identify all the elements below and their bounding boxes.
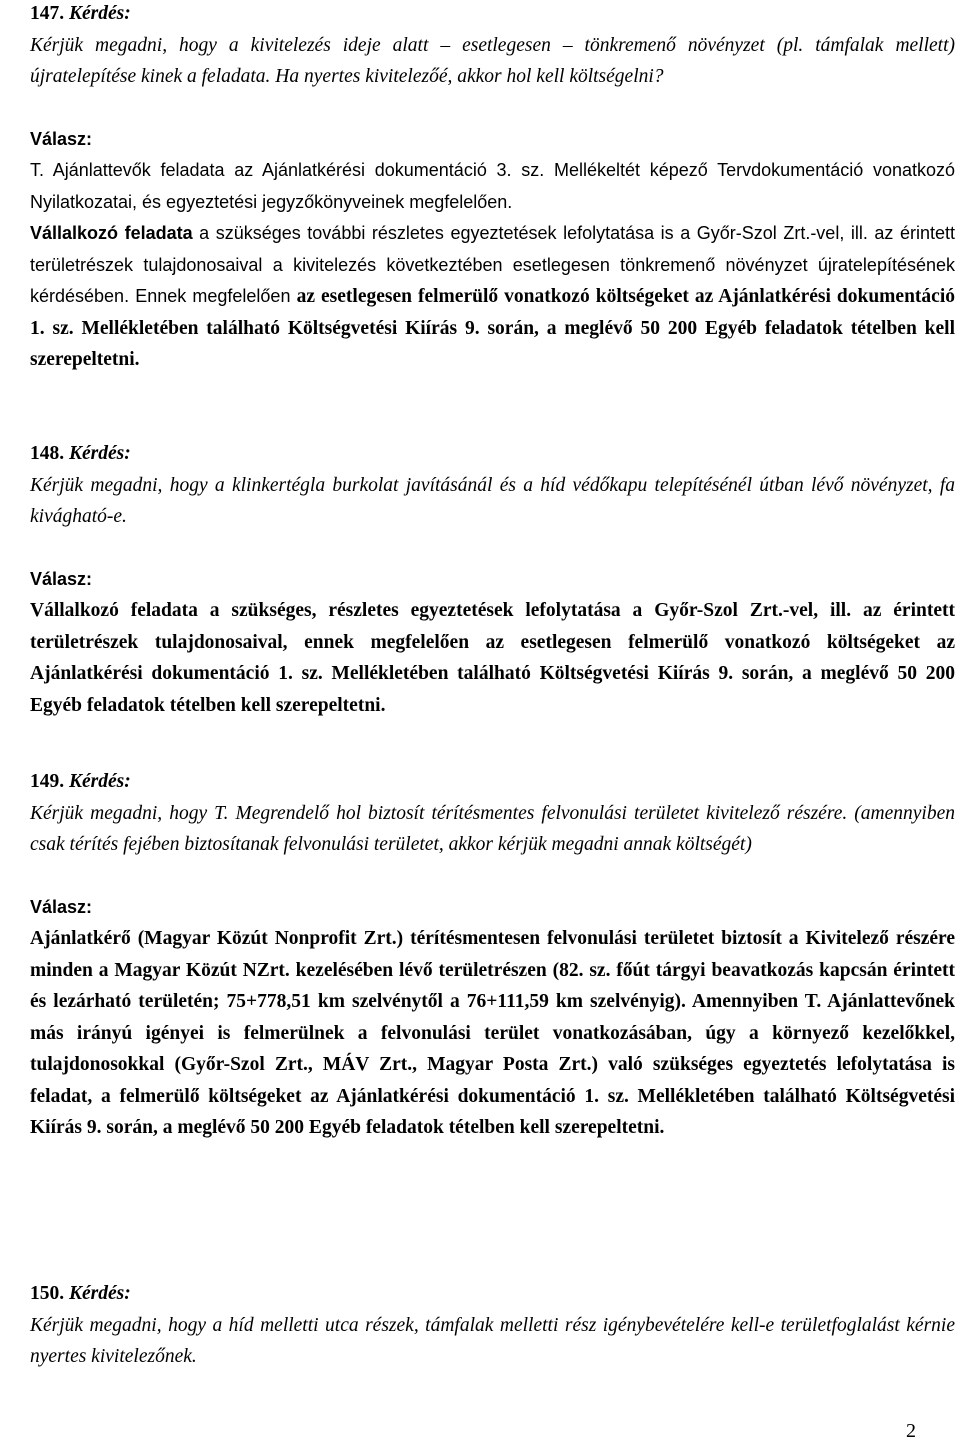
page-number: 2 bbox=[906, 1420, 916, 1442]
question-label: Kérdés: bbox=[69, 1283, 131, 1304]
answer-text-bold: az esetlegesen felmerülő vonatkozó költségeket az Ajánlatkérési dokumentáció 1. sz. Mellékletében található Költségvetési Kiírás 9. során, a meglévő 50 200 Egyéb feladatok tételben kell szerepeltetni. bbox=[30, 286, 955, 370]
question-147 bbox=[30, 0, 955, 376]
question-text: Kérjük megadni, hogy a híd melletti utca részek, támfalak melletti rész igénybevételére kell-e területfoglalást kérnie nyertes kivitelezőnek. bbox=[30, 1314, 955, 1367]
answer-text bbox=[30, 155, 955, 376]
question-number: 149. bbox=[30, 771, 65, 792]
question-label: Kérdés: bbox=[69, 771, 131, 792]
question-heading bbox=[30, 438, 955, 470]
question-149 bbox=[30, 766, 955, 1144]
question-heading bbox=[30, 0, 955, 30]
answer-text-part: T. Ajánlattevők feladata az Ajánlatkérési dokumentáció 3. sz. Mellékeltét képező Tervdokumentáció vonatkozó Nyilatkozatai, és egyeztetési jegyzőkönyveinek megfelelően. bbox=[30, 160, 955, 212]
answer-label: Válasz: bbox=[30, 568, 93, 589]
question-heading bbox=[30, 766, 955, 798]
question-number: 147. bbox=[30, 3, 65, 24]
question-148 bbox=[30, 438, 955, 721]
answer-text: Vállalkozó feladata a szükséges, részletes egyeztetések lefolytatása a Győr-Szol Zrt.-vel, ill. az érintett területrészek tulajdonosaival, ennek megfelelően az esetlegesen felmerülő vonatkozó költségeket az Ajánlatkérési dokumentáció 1. sz. Mellékletében található Költségvetési Kiírás 9. során, a meglévő 50 200 Egyéb feladatok tételben kell szerepeltetni. bbox=[30, 600, 955, 716]
answer-text-bold: Vállalkozó feladata bbox=[30, 223, 193, 243]
answer-text-part: a szükséges további részletes egyeztetések lefolytatása is a Győr-Szol Zrt.-vel, ill. az érintett területrészek tulajdonosaival a kivitelezés következtében esetlegesen tönkremenő növényzet újratelepítésének kérdésében. Ennek megfelelően bbox=[30, 223, 955, 306]
question-text: Kérjük megadni, hogy a klinkertégla burkolat javításánál és a híd védőkapu telepítésénél útban lévő növényzet, fa kivágható-e. bbox=[30, 474, 955, 527]
question-text: Kérjük megadni, hogy a kivitelezés ideje alatt – esetlegesen – tönkremenő növényzet (pl. támfalak mellett) újratelepítése kinek a feladata. Ha nyertes kivitelezőé, akkor hol kell költségelni? bbox=[30, 34, 955, 87]
question-label: Kérdés: bbox=[69, 3, 131, 24]
answer-label: Válasz: bbox=[30, 128, 93, 149]
answer-text: Ajánlatkérő (Magyar Közút Nonprofit Zrt.) térítésmentesen felvonulási területet biztosít a Kivitelező részére minden a Magyar Közút NZrt. kezelésében lévő területrészen (82. sz. főút tárgyi beavatkozás kapcsán érintett és lezárható területén; 75+778,51 km szelvénytől a 76+111,59 km szelvényig). Amennyiben T. Ajánlattevőnek más irányú igényei is felmerülnek a felvonulási terület vonatkozásában, úgy a környező kezelőkkel, tulajdonosokkal (Győr-Szol Zrt., MÁV Zrt., Magyar Posta Zrt.) való szükséges egyeztetés lefolytatása is feladat, a felmerülő költségeket az Ajánlatkérési dokumentáció 1. sz. Mellékletében található Költségvetési Kiírás 9. során, a meglévő 50 200 Egyéb feladatok tételben kell szerepeltetni. bbox=[30, 928, 955, 1138]
question-text: Kérjük megadni, hogy T. Megrendelő hol biztosít térítésmentes felvonulási területet kivitelező részére. (amennyiben csak térítés fejében biztosítanak felvonulási területet, akkor kérjük megadni annak költségét) bbox=[30, 802, 955, 855]
question-label: Kérdés: bbox=[69, 443, 131, 464]
question-number: 148. bbox=[30, 443, 65, 464]
question-number: 150. bbox=[30, 1283, 65, 1304]
answer-label: Válasz: bbox=[30, 896, 93, 917]
question-heading bbox=[30, 1278, 955, 1310]
question-150 bbox=[30, 1278, 955, 1373]
